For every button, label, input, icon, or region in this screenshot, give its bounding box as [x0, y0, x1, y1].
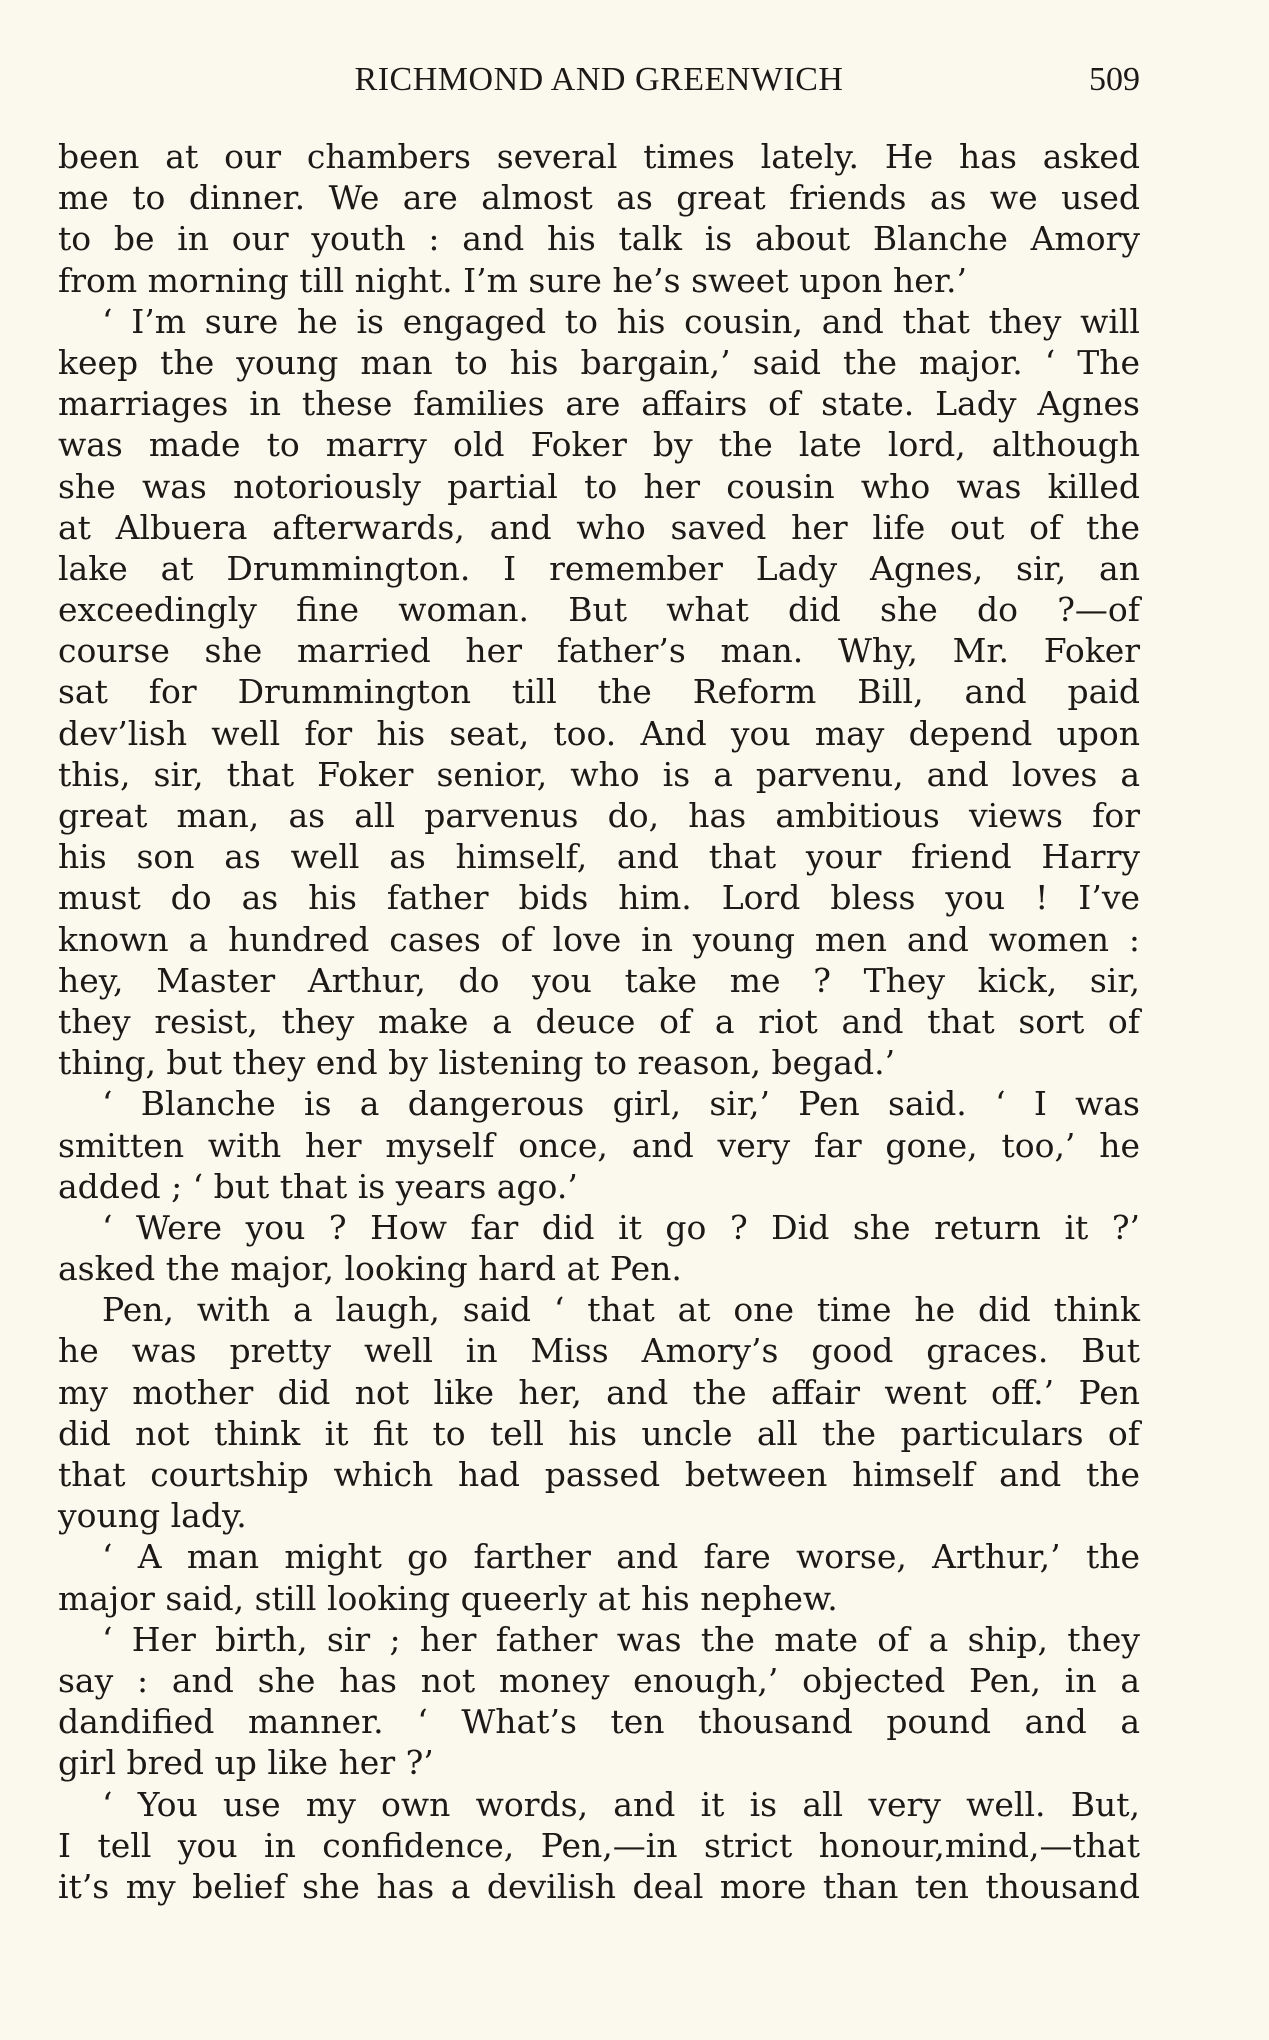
text-line: been at our chambers several times lately. He has asked — [58, 137, 1140, 176]
text-line: me to dinner. We are almost as great friends as we used — [58, 178, 1140, 218]
text-line: Pen, with a laugh, said ‘ that at one time he did think — [102, 1290, 1140, 1330]
text-line: added ; ‘ but that is years ago.’ — [58, 1166, 578, 1206]
text-line: she was notoriously partial to her cousin who was killed — [58, 466, 1140, 506]
text-line: lake at Drummington. I remember Lady Agnes, sir, an — [58, 548, 1140, 588]
text-line: to be in our youth : and his talk is about Blanche Amory — [58, 219, 1140, 259]
page-number: 509 — [1089, 61, 1140, 98]
text-line: ‘ Were you ? How far did it go ? Did she return it ?’ — [102, 1207, 1140, 1247]
text-line: ‘ Blanche is a dangerous girl, sir,’ Pen said. ‘ I was — [102, 1084, 1140, 1124]
text-line: girl bred up like her ?’ — [58, 1743, 434, 1783]
text-line: ‘ Her birth, sir ; her father was the mate of a ship, they — [102, 1619, 1140, 1659]
text-line: young lady. — [58, 1496, 247, 1536]
text-line: was made to marry old Foker by the late lord, although — [58, 425, 1140, 465]
body-text — [58, 136, 1140, 1907]
text-line: dandified manner. ‘ What’s ten thousand pound and a — [58, 1702, 1140, 1742]
text-line: asked the major, looking hard at Pen. — [58, 1249, 682, 1289]
text-line: this, sir, that Foker senior, who is a parvenu, and loves a — [58, 754, 1140, 794]
text-line: ‘ You use my own words, and it is all very well. But, — [102, 1784, 1140, 1824]
text-line: marriages in these families are affairs of state. Lady Agnes — [58, 384, 1140, 424]
text-line: known a hundred cases of love in young men and women : — [58, 919, 1140, 959]
text-line: great man, as all parvenus do, has ambitious views for — [58, 796, 1140, 835]
text-line: must do as his father bids him. Lord bless you ! I’ve — [58, 878, 1140, 918]
text-line: at Albuera afterwards, and who saved her life out of the — [58, 507, 1140, 547]
text-line: my mother did not like her, and the affair went off.’ Pen — [58, 1372, 1140, 1412]
text-line: I tell you in confidence, Pen,—in strict honour,mind,—that — [58, 1825, 1140, 1865]
text-line: dev’lish well for his seat, too. And you may depend upon — [58, 713, 1140, 753]
running-head — [58, 58, 1140, 102]
text-line: he was pretty well in Miss Amory’s good graces. But — [58, 1331, 1140, 1371]
text-line: course she married her father’s man. Why, Mr. Foker — [58, 631, 1140, 671]
text-line: smitten with her myself once, and very far gone, too,’ he — [58, 1125, 1140, 1165]
text-line: hey, Master Arthur, do you take me ? They kick, sir, — [58, 960, 1140, 1000]
text-line: exceedingly fine woman. But what did she do ?—of — [58, 590, 1140, 630]
running-title: RICHMOND AND GREENWICH — [354, 61, 844, 98]
text-line: they resist, they make a deuce of a riot and that sort of — [58, 1001, 1140, 1041]
text-line: say : and she has not money enough,’ objected Pen, in a — [58, 1660, 1140, 1700]
text-line: ‘ I’m sure he is engaged to his cousin, and that they will — [102, 301, 1140, 341]
text-line: thing, but they end by listening to reason, begad.’ — [58, 1043, 896, 1083]
text-line: did not think it fit to tell his uncle all the particulars of — [58, 1413, 1140, 1453]
text-line: major said, still looking queerly at his nephew. — [58, 1578, 838, 1618]
text-line: it’s my belief she has a devilish deal more than ten thousand — [58, 1866, 1140, 1906]
text-line: ‘ A man might go farther and fare worse, Arthur,’ the — [102, 1537, 1140, 1577]
text-line: keep the young man to his bargain,’ said the major. ‘ The — [58, 342, 1140, 382]
text-line: that courtship which had passed between himself and the — [58, 1455, 1140, 1494]
text-line: his son as well as himself, and that your friend Harry — [58, 837, 1140, 877]
text-line: from morning till night. I’m sure he’s sweet upon her.’ — [58, 260, 967, 300]
text-line: sat for Drummington till the Reform Bill, and paid — [58, 672, 1140, 712]
